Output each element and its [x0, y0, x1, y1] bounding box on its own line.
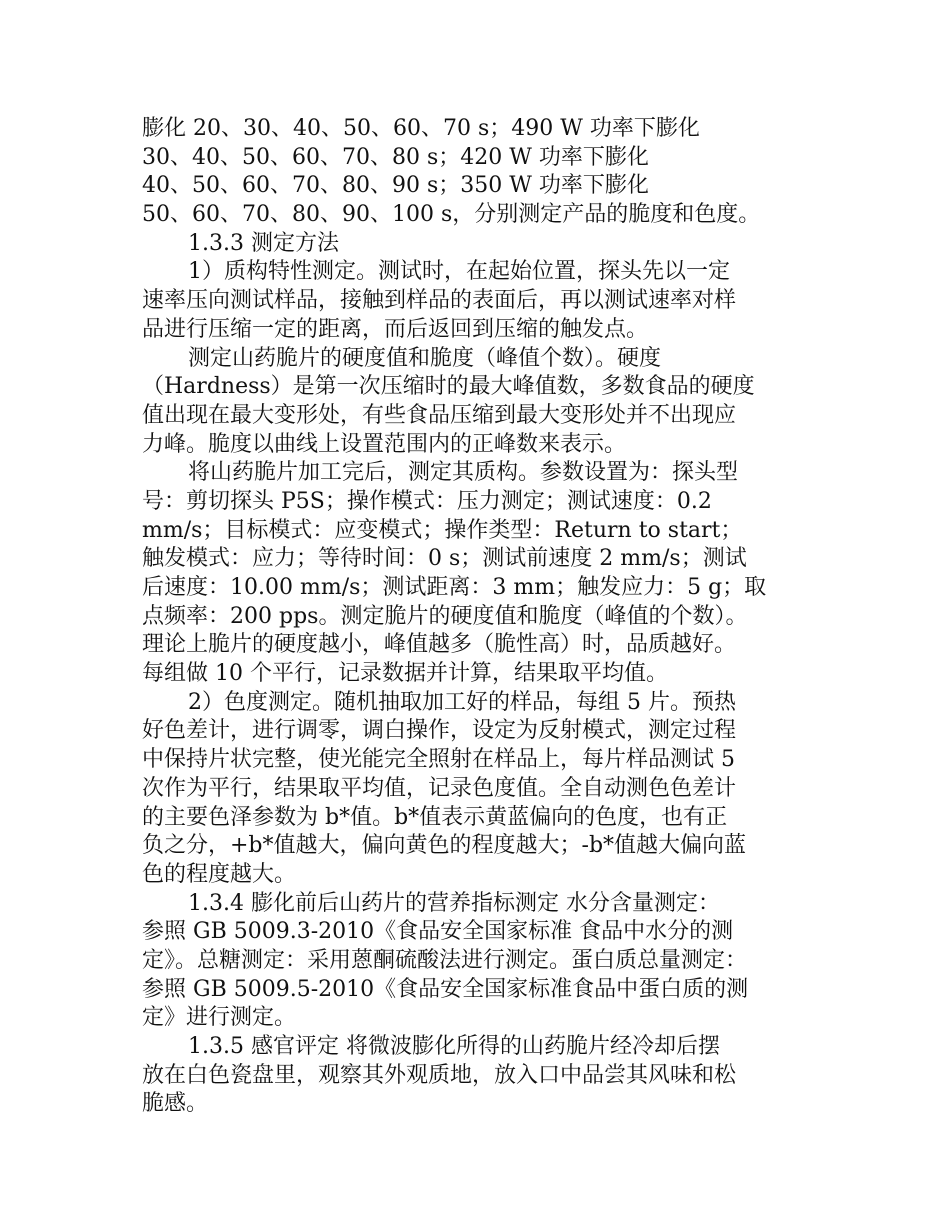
text-line: 定》。总糖测定：采用蒽酮硫酸法进行测定。蛋白质总量测定： — [142, 947, 748, 973]
text-line: 放在白色瓷盘里，观察其外观质地，放入口中品尝其风味和松 — [142, 1062, 737, 1088]
text-line: 负之分，+b*值越大，偏向黄色的程度越大；-b*值越大偏向蓝 — [142, 833, 747, 859]
text-line: mm/s；目标模式：应变模式；操作类型：Return to start； — [142, 517, 743, 543]
text-line: 每组做 10 个平行，记录数据并计算，结果取平均值。 — [142, 661, 668, 687]
text-line: 30、40、50、60、70、80 s；420 W 功率下膨化 — [142, 144, 649, 170]
text-line: 触发模式：应力；等待时间：0 s；测试前速度 2 mm/s；测试 — [142, 546, 747, 572]
text-line: 力峰。脆度以曲线上设置范围内的正峰数来表示。 — [142, 431, 627, 457]
text-line: 好色差计，进行调零，调白操作，设定为反射模式，测定过程 — [142, 718, 737, 744]
text-line: 色的程度越大。 — [142, 861, 297, 887]
text-line: 定》进行测定。 — [142, 1005, 297, 1031]
text-line: 1.3.5 感官评定 将微波膨化所得的山药脆片经冷却后摆 — [188, 1034, 720, 1059]
text-line: 参照 GB 5009.5-2010《食品安全国家标准食品中蛋白质的测 — [142, 976, 749, 1002]
text-line: 的主要色泽参数为 b*值。b*值表示黄蓝偏向的色度，也有正 — [142, 804, 728, 830]
text-line: 次作为平行，结果取平均值，记录色度值。全自动测色色差计 — [142, 775, 737, 801]
text-line: 50、60、70、80、90、100 s，分别测定产品的脆度和色度。 — [142, 202, 761, 228]
text-line: 点频率：200 pps。测定脆片的硬度值和脆度（峰值的个数）。 — [142, 603, 748, 629]
text-line: 膨化 20、30、40、50、60、70 s；490 W 功率下膨化 — [142, 116, 700, 141]
text-line: 1.3.4 膨化前后山药片的营养指标测定 水分含量测定： — [188, 890, 720, 916]
text-line: 40、50、60、70、80、90 s；350 W 功率下膨化 — [142, 173, 649, 199]
text-line: 脆感。 — [142, 1091, 209, 1117]
text-line: 号：剪切探头 P5S；操作模式：压力测定；测试速度：0.2 — [142, 488, 712, 514]
text-line: 理论上脆片的硬度越小，峰值越多（脆性高）时，品质越好。 — [142, 632, 737, 658]
text-line: 中保持片状完整，使光能完全照射在样品上，每片样品测试 5 — [142, 747, 735, 773]
text-line: （Hardness）是第一次压缩时的最大峰值数，多数食品的硬度 — [142, 374, 755, 400]
text-line: 后速度：10.00 mm/s；测试距离：3 mm；触发应力：5 g；取 — [142, 575, 767, 600]
text-line: 参照 GB 5009.3-2010《食品安全国家标准 食品中水分的测 — [142, 919, 734, 945]
text-line: 速率压向测试样品，接触到样品的表面后，再以测试速率对样 — [142, 288, 737, 314]
text-line: 1）质构特性测定。测试时，在起始位置，探头先以一定 — [188, 259, 730, 285]
text-line: 值出现在最大变形处，有些食品压缩到最大变形处并不出现应 — [142, 402, 737, 428]
text-line: 测定山药脆片的硬度值和脆度（峰值个数）。硬度 — [188, 345, 662, 371]
text-line: 1.3.3 测定方法 — [188, 230, 339, 256]
document-body — [142, 115, 832, 1119]
text-line: 品进行压缩一定的距离，而后返回到压缩的触发点。 — [142, 316, 649, 342]
text-line: 2）色度测定。随机抽取加工好的样品，每组 5 片。预热 — [188, 689, 736, 715]
text-line: 将山药脆片加工完后，测定其质构。参数设置为：探头型 — [188, 460, 739, 486]
